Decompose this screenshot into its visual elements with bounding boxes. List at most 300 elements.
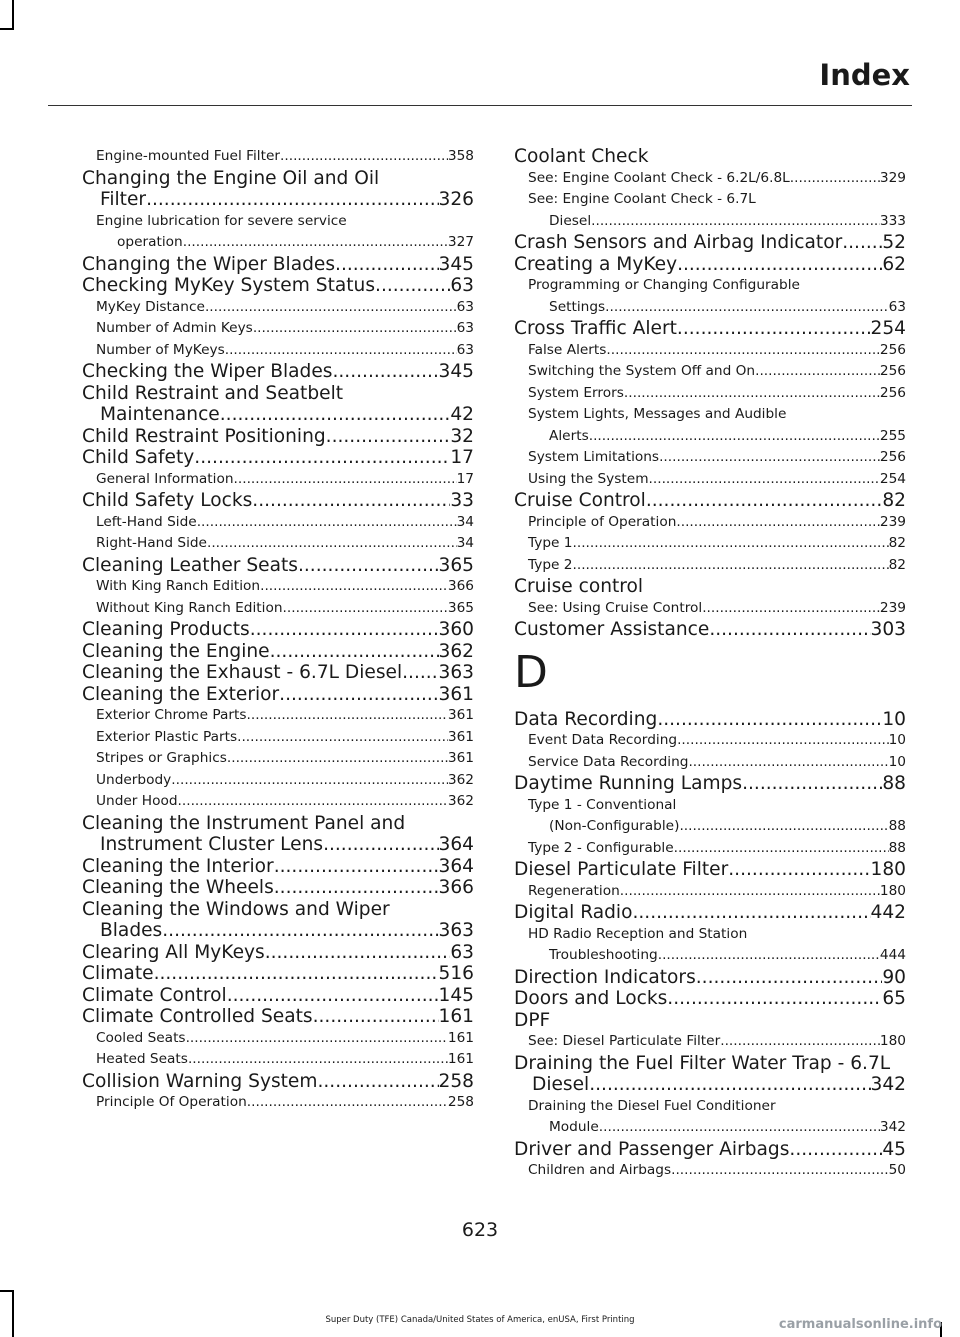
dot-leader (280, 146, 448, 168)
index-entry-text: Checking the Wiper Blades (82, 361, 333, 382)
index-subentry-page: 258 (447, 1094, 474, 1110)
dot-leader (589, 1074, 870, 1096)
index-entry-page: 63 (450, 275, 474, 296)
dot-leader (247, 705, 448, 727)
index-entry-text: Cruise Control (514, 490, 646, 511)
index-subentry-row (528, 512, 906, 534)
index-subentry-text: Exterior Chrome Parts (96, 707, 247, 723)
dot-leader (677, 318, 871, 340)
index-subentry-row (96, 297, 474, 319)
index-subentry (514, 361, 906, 383)
index-subentry-page: 362 (447, 771, 474, 788)
index-entry-row (82, 447, 474, 469)
dot-leader (162, 920, 438, 942)
dot-leader (676, 512, 879, 534)
index-entry (82, 426, 474, 448)
index-entry-text: Collision Warning System (82, 1070, 318, 1092)
index-entry (82, 619, 474, 641)
dot-leader (702, 598, 880, 620)
index-entry-row (82, 189, 474, 211)
index-subentry (514, 383, 906, 405)
index-entry (514, 859, 906, 881)
index-entry-row (514, 232, 906, 254)
index-subentry-row (528, 838, 906, 860)
dot-leader (183, 232, 448, 254)
index-entry (82, 490, 474, 512)
index-subentry-text: Regeneration (528, 882, 620, 899)
index-subentry-text: General Information (96, 470, 234, 487)
dot-leader (178, 791, 448, 813)
index-entry-text: Maintenance (100, 404, 220, 425)
index-entry (82, 856, 474, 878)
index-entry-page: 326 (438, 189, 474, 210)
dot-leader (402, 662, 438, 684)
index-subentry-text: See: Engine Coolant Check - 6.2L/6.8L (528, 169, 790, 186)
dot-leader (298, 555, 439, 577)
index-entry (82, 899, 474, 942)
index-entry-text: Diesel (532, 1074, 590, 1095)
index-subentry-text: Switching the System Off and On (528, 363, 756, 379)
index-subentry-text: False Alerts (528, 341, 607, 358)
index-entry-row (514, 318, 906, 340)
index-entry-row (82, 877, 474, 899)
index-subentry-text: Under Hood (96, 793, 178, 809)
dot-leader (720, 1031, 880, 1053)
index-entry (514, 254, 906, 276)
dot-leader (573, 533, 889, 555)
index-entry-text: Data Recording (514, 708, 658, 730)
index-subentry-text: See: Diesel Particulate Filter (528, 1033, 721, 1049)
index-subentry-text: Module (549, 1119, 599, 1135)
dot-leader (274, 877, 439, 899)
index-entry-page: 82 (882, 490, 906, 511)
index-entry-text: Checking MyKey System Status (82, 275, 376, 296)
index-entry-page: 258 (438, 1070, 474, 1092)
index-subentry-text: With King Ranch Edition (96, 578, 261, 594)
index-entry-page: 90 (882, 966, 906, 988)
index-subentry (514, 189, 906, 232)
index-subentry-text: Using the System (528, 470, 649, 487)
index-subentry-page: 82 (888, 535, 906, 551)
index-subentry-text: Right-Hand Side (96, 535, 207, 551)
index-entry (82, 555, 474, 577)
index-entry-page: 180 (870, 859, 906, 880)
index-entry-page: 17 (450, 447, 474, 468)
index-subentry (82, 791, 474, 813)
index-entry-text: Daytime Running Lamps (514, 773, 743, 794)
index-entry-text: Climate Controlled Seats (82, 1006, 313, 1027)
index-entry-row (514, 988, 906, 1010)
index-entry-text: Crash Sensors and Airbag Indicator (514, 232, 843, 253)
index-subentry-row (528, 1160, 906, 1182)
index-subentry-page: 256 (879, 341, 906, 358)
dot-leader (234, 469, 457, 491)
index-subentry-row (528, 340, 906, 362)
index-subentry-row (96, 533, 474, 555)
index-subentry-page: 10 (888, 732, 906, 748)
index-subentry (514, 924, 906, 967)
index-subentry-page: 256 (879, 384, 906, 401)
index-subentry-page: 256 (879, 449, 906, 465)
section-letter: D (514, 646, 548, 698)
index-entry (82, 877, 474, 899)
index-subentry-text: Type 1 (528, 535, 573, 551)
index-entry-text: Cleaning Products (82, 619, 250, 640)
index-subentry-text: System Errors (528, 384, 624, 401)
index-subentry (82, 512, 474, 534)
index-subentry-page: 329 (879, 169, 906, 186)
index-subentry (514, 512, 906, 534)
index-subentry-row (96, 1028, 474, 1050)
index-entry-text: Direction Indicators (514, 966, 696, 988)
dot-leader (247, 1092, 448, 1114)
dot-leader (227, 748, 448, 770)
index-entry-text: Instrument Cluster Lens (100, 834, 324, 855)
index-entry-row (82, 684, 474, 706)
index-column-left (82, 146, 474, 1114)
index-entry-row (82, 920, 474, 942)
index-subentry-page: 10 (888, 753, 906, 770)
index-entry-text: Clearing All MyKeys (82, 941, 265, 963)
index-entry-text: Filter (100, 189, 147, 210)
index-entry-row (514, 967, 906, 989)
index-subentry-row (96, 1092, 474, 1114)
index-subentry (82, 340, 474, 362)
index-subentry-page: 88 (888, 839, 906, 856)
index-entry-text: Child Safety (82, 447, 195, 468)
index-entry-row (514, 902, 906, 924)
index-subentry-row (528, 469, 906, 491)
index-subentry-row (528, 598, 906, 620)
index-subentry (514, 469, 906, 491)
index-subentry-page: 180 (879, 1033, 906, 1049)
dot-leader (606, 340, 879, 362)
dot-leader (317, 1071, 438, 1093)
index-subentry-page: 34 (456, 513, 474, 530)
index-subentry-text: Settings (549, 298, 606, 315)
dot-leader (591, 211, 880, 233)
index-subentry-row (528, 881, 906, 903)
index-entry-row (82, 555, 474, 577)
index-subentry-page: 63 (456, 320, 474, 336)
index-subentry-text: Exterior Plastic Parts (96, 728, 238, 745)
index-subentry-row (96, 791, 474, 813)
index-subentry (82, 576, 474, 598)
index-subentry-text: Programming or Changing Configurable (528, 277, 800, 293)
index-entry-page: 65 (882, 988, 906, 1009)
index-entry-row (82, 834, 474, 856)
dot-leader (674, 838, 889, 860)
index-entry-text: Changing the Engine Oil and Oil (82, 167, 380, 189)
dot-leader (250, 619, 439, 641)
index-entry-text: Doors and Locks (514, 988, 668, 1009)
index-subentry-row (96, 146, 474, 168)
index-entry-page: 345 (438, 253, 474, 275)
index-subentry (514, 598, 906, 620)
index-entry-page: 303 (870, 619, 906, 640)
index-subentry-page: 327 (447, 234, 474, 250)
index-subentry (82, 469, 474, 491)
index-entry-row (82, 619, 474, 641)
index-entry-text: Cleaning the Instrument Panel and (82, 812, 406, 834)
dot-leader (671, 1160, 888, 1182)
index-subentry (514, 555, 906, 577)
index-entry-text: Cruise control (514, 576, 644, 597)
index-subentry (82, 533, 474, 555)
index-entry (82, 813, 474, 856)
index-entry (82, 254, 474, 276)
index-entry-row (514, 254, 906, 276)
dot-leader (171, 770, 448, 792)
index-subentry-text: Alerts (549, 427, 589, 444)
index-subentry-row (528, 426, 906, 448)
index-subentry-row (96, 705, 474, 727)
index-entry-row (514, 773, 906, 795)
dot-leader (657, 709, 882, 731)
index-subentry-row (96, 1049, 474, 1071)
dot-leader (146, 189, 438, 211)
index-entry-text: Customer Assistance (514, 619, 710, 640)
dot-leader (688, 752, 888, 774)
index-entry-page: 52 (882, 232, 906, 253)
index-entry-text: Changing the Wiper Blades (82, 253, 336, 275)
index-entry-page: 33 (450, 490, 474, 511)
index-entry (82, 168, 474, 211)
crop-mark-bottom-left (12, 1290, 14, 1337)
index-subentry-text: Without King Ranch Edition (96, 599, 283, 616)
index-subentry-page: 365 (447, 599, 474, 616)
index-column-right (514, 146, 906, 1182)
index-subentry-page: 361 (447, 750, 474, 766)
index-subentry (514, 838, 906, 860)
index-entry-page: 345 (438, 361, 474, 382)
dot-leader (667, 988, 882, 1010)
index-entry (514, 1053, 906, 1096)
index-entry-page: 364 (438, 834, 474, 855)
index-subentry (514, 795, 906, 838)
index-subentry-row (528, 211, 906, 233)
index-subentry-page: 161 (447, 1029, 474, 1046)
index-entry-page: 254 (870, 318, 906, 339)
index-subentry (514, 1031, 906, 1053)
dot-leader (237, 727, 448, 749)
index-entry-page: 161 (438, 1006, 474, 1027)
index-subentry-text: Children and Airbags (528, 1162, 672, 1178)
index-entry (82, 275, 474, 297)
index-entry-row (82, 426, 474, 448)
dot-leader (632, 902, 870, 924)
index-entry-page: 363 (438, 662, 474, 683)
index-subentry-row (96, 727, 474, 749)
index-entry-row (82, 856, 474, 878)
index-subentry-text: Left-Hand Side (96, 513, 197, 530)
index-subentry (82, 297, 474, 319)
index-subentry-page: 17 (456, 470, 474, 487)
index-entry-text: Child Restraint Positioning (82, 425, 326, 447)
index-subentry-page: 161 (447, 1051, 474, 1067)
index-entry-text: Cleaning the Windows and Wiper (82, 898, 390, 920)
header-divider (48, 105, 912, 106)
index-entry-page: 442 (870, 902, 906, 923)
index-subentry (82, 1092, 474, 1114)
index-entry-text: Cross Traffic Alert (514, 318, 677, 339)
index-subentry-page: 82 (888, 556, 906, 573)
dot-leader (649, 469, 880, 491)
dot-leader (188, 1049, 448, 1071)
index-entry-text: Climate (82, 963, 154, 984)
index-subentry-row (96, 469, 474, 491)
index-entry-page: 364 (438, 855, 474, 877)
index-subentry-row (528, 383, 906, 405)
dot-leader (323, 834, 438, 856)
index-subentry-text: HD Radio Reception and Station (528, 925, 748, 942)
dot-leader (709, 619, 870, 641)
index-subentry-text: Diesel (549, 212, 592, 229)
dot-leader (332, 361, 438, 383)
index-entry-text: Cleaning the Wheels (82, 877, 274, 898)
dot-leader (225, 340, 457, 362)
index-subentry-row (96, 748, 474, 770)
index-subentry-text: Service Data Recording (528, 753, 689, 770)
index-subentry-row (528, 945, 906, 967)
index-entry (514, 576, 906, 598)
index-subentry-row (96, 318, 474, 340)
index-entry-page: 62 (882, 253, 906, 275)
index-subentry-row (96, 598, 474, 620)
index-subentry-text: (Non-Configurable) (549, 818, 680, 834)
index-subentry (82, 748, 474, 770)
index-subentry-row (528, 816, 906, 838)
index-entry-row (82, 942, 474, 964)
index-subentry-row (96, 340, 474, 362)
index-subentry-page: 254 (879, 470, 906, 487)
index-subentry-page: 239 (879, 513, 906, 530)
dot-leader (790, 168, 880, 190)
index-subentry-row (528, 1031, 906, 1053)
index-subentry-page: 333 (879, 212, 906, 229)
index-subentry-text: System Limitations (528, 449, 660, 465)
dot-leader (677, 730, 889, 752)
index-subentry (82, 1049, 474, 1071)
index-subentry-row (96, 232, 474, 254)
index-entry-row (82, 963, 474, 985)
index-subentry-text: Type 2 - Configurable (528, 839, 674, 856)
crop-mark-top-left (12, 0, 14, 30)
index-subentry (82, 727, 474, 749)
dot-leader (375, 275, 450, 297)
index-subentry (82, 770, 474, 792)
index-entry-text: Cleaning the Interior (82, 855, 274, 877)
index-entry-page: 45 (882, 1138, 906, 1160)
index-subentry-text: operation (117, 234, 183, 250)
index-entry (514, 232, 906, 254)
index-entry-page: 362 (438, 640, 474, 662)
index-subentry-text: MyKey Distance (96, 298, 205, 315)
index-entry-text: Cleaning the Engine (82, 640, 270, 662)
dot-leader (646, 490, 883, 512)
index-entry (514, 967, 906, 989)
index-subentry-text: Stripes or Graphics (96, 750, 227, 766)
dot-leader (270, 641, 439, 663)
index-subentry-text: System Lights, Messages and Audible (528, 406, 787, 422)
index-subentry-text: See: Using Cruise Control (528, 599, 703, 616)
index-entry-page: 88 (882, 773, 906, 794)
index-entry-row (82, 662, 474, 684)
index-entry-text: DPF (514, 1009, 551, 1031)
index-entry-text: Diesel Particulate Filter (514, 859, 729, 880)
index-entry-row (514, 490, 906, 512)
index-entry (82, 684, 474, 706)
index-entry (514, 1139, 906, 1161)
dot-leader (842, 232, 882, 254)
index-subentry-row (96, 512, 474, 534)
index-entry-text: Cleaning Leather Seats (82, 554, 298, 576)
index-entry-row (82, 1006, 474, 1028)
index-entry (514, 490, 906, 512)
index-subentry-page: 239 (879, 599, 906, 616)
dot-leader (274, 856, 439, 878)
index-entry-row (82, 361, 474, 383)
index-entry-page: 516 (438, 963, 474, 984)
index-entry-row (82, 641, 474, 663)
index-subentry-row (528, 533, 906, 555)
dot-leader (283, 598, 448, 620)
dot-leader (624, 383, 880, 405)
index-subentry-row (528, 1117, 906, 1139)
dot-leader (220, 404, 451, 426)
dot-leader (742, 773, 882, 795)
index-subentry-row (528, 752, 906, 774)
index-subentry-page: 444 (879, 947, 906, 963)
index-subentry-row (528, 730, 906, 752)
index-subentry (82, 211, 474, 254)
index-entry-page: 360 (438, 619, 474, 640)
index-entry-page: 42 (450, 404, 474, 425)
dot-leader (227, 985, 439, 1007)
dot-leader (154, 963, 439, 985)
dot-leader (659, 447, 880, 469)
index-entry-text: Digital Radio (514, 902, 633, 923)
index-entry (514, 773, 906, 795)
index-subentry-text: Type 2 (528, 556, 573, 573)
index-entry (82, 942, 474, 964)
index-entry-row (514, 709, 906, 731)
index-subentry-text: Principle of Operation (528, 513, 677, 530)
index-subentry-page: 361 (447, 728, 474, 745)
index-entry (82, 1006, 474, 1028)
dot-leader (677, 254, 882, 276)
index-subentry (82, 146, 474, 168)
index-entry-row (82, 490, 474, 512)
index-entry (82, 447, 474, 469)
dot-leader (679, 816, 888, 838)
index-subentry (514, 752, 906, 774)
index-entry-row (514, 859, 906, 881)
index-entry (514, 709, 906, 731)
dot-leader (253, 318, 457, 340)
dot-leader (265, 942, 451, 964)
dot-leader (313, 1006, 439, 1028)
index-subentry-row (528, 555, 906, 577)
index-entry (82, 963, 474, 985)
index-entry-page: 342 (870, 1074, 906, 1095)
dot-leader (605, 297, 888, 319)
dot-leader (755, 361, 880, 383)
index-subentry-page: 362 (447, 793, 474, 809)
index-entry (514, 318, 906, 340)
index-subentry (82, 318, 474, 340)
index-entry-row (82, 275, 474, 297)
